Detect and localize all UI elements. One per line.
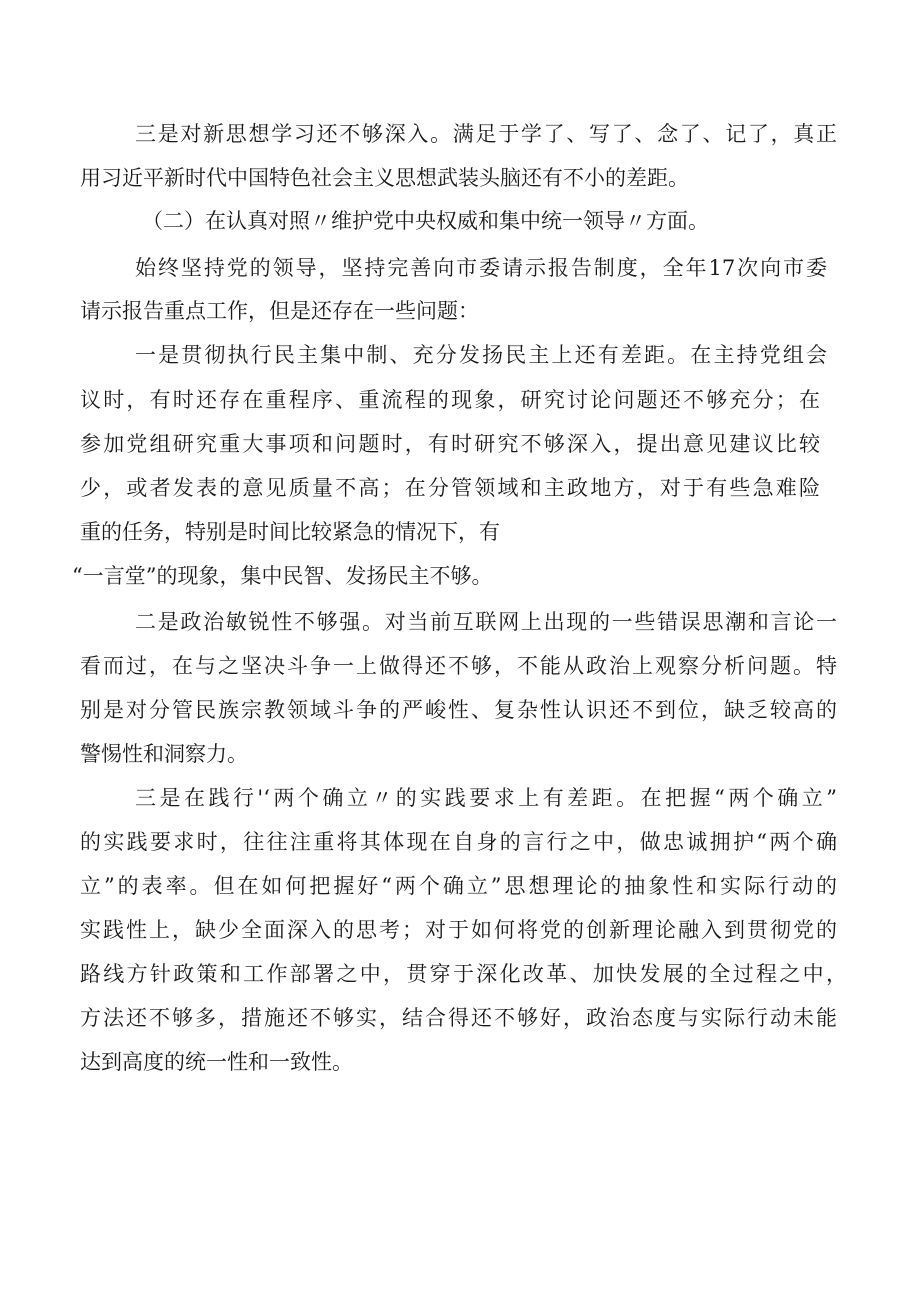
- text-line: 立”的表率。但在如何把握好“两个确立”思想理论的抽象性和实际行动的: [80, 874, 837, 898]
- text-line: 请示报告重点工作，但是还存在一些问题：: [80, 299, 479, 323]
- text-line: 二是政治敏锐性不够强。对当前互联网上出现的一些错误思潮和言论一: [135, 610, 837, 634]
- text-line: 路线方针政策和工作部署之中，贯穿于深化改革、加快发展的全过程之中，: [80, 962, 847, 986]
- text-line: “一言堂”的现象，集中民智、发扬民主不够。: [72, 564, 493, 588]
- text-line: 始终坚持党的领导，坚持完善向市委请示报告制度，全年17次向市委: [135, 256, 827, 280]
- text-line: 三是在践行'‘两个确立〃的实践要求上有差距。在把握“两个确立”: [135, 786, 837, 810]
- text-line: 重的任务，特别是时间比较紧急的情况下，有: [80, 520, 500, 544]
- text-line: 的实践要求时，往往注重将其体现在自身的言行之中，做忠诚拥护“两个确: [80, 830, 837, 854]
- text-line: 看而过，在与之坚决斗争一上做得还不够，不能从政治上观察分析问题。特: [80, 654, 837, 678]
- text-line: 用习近平新时代中国特色社会主义思想武装头脑还有不小的差距。: [80, 166, 689, 190]
- text-line: 警惕性和洞察力。: [80, 742, 248, 766]
- text-line: 方法还不够多，措施还不够实，结合得还不够好，政治态度与实际行动未能: [80, 1006, 837, 1030]
- text-line: 别是对分管民族宗教领域斗争的严峻性、复杂性认识还不到位，缺乏较高的: [80, 698, 837, 722]
- section-heading: （二）在认真对照〃维护党中央权威和集中统一领导〃方面。: [142, 209, 709, 233]
- text-line: 三是对新思想学习还不够深入。满足于学了、写了、念了、记了，真正: [135, 122, 837, 146]
- text-line: 达到高度的统一性和一致性。: [80, 1050, 353, 1074]
- text-line: 实践性上，缺少全面深入的思考；对于如何将党的创新理论融入到贯彻党的: [80, 918, 837, 942]
- text-line: 一是贯彻执行民主集中制、充分发扬民主上还有差距。在主持党组会: [135, 343, 827, 367]
- text-line: 议时，有时还存在重程序、重流程的现象，研究讨论问题还不够充分；在: [80, 388, 820, 412]
- text-line: 少，或者发表的意见质量不高；在分管领域和主政地方，对于有些急难险: [80, 476, 820, 500]
- text-line: 参加党组研究重大事项和问题时，有时研究不够深入，提出意见建议比较: [80, 432, 820, 456]
